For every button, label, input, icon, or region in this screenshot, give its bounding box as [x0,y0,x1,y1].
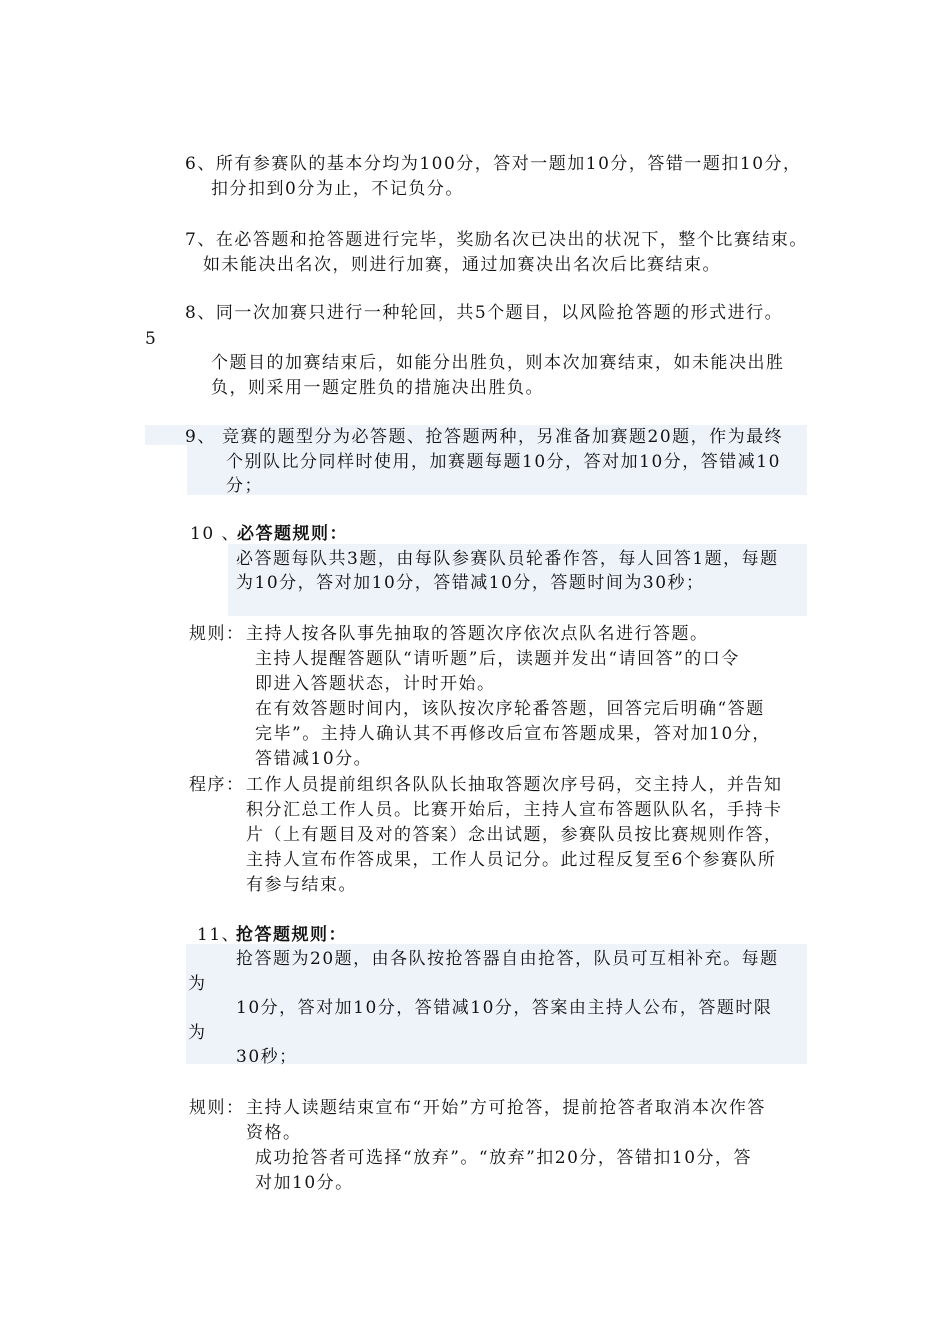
s10-rules-line-6: 答错减10分。 [255,749,373,769]
s11-desc-line-1: 抢答题为20题，由各队按抢答器自由抢答，队员可互相补充。每题 [236,949,779,969]
s10-procedure-line-2: 积分汇总工作人员。比赛开始后，主持人宣布答题队队名，手持卡 [246,800,783,820]
p6-line-1: 6、所有参赛队的基本分均为100分，答对一题加10分，答错一题扣10分， [185,154,802,174]
s10-rules-line-2: 主持人提醒答题队“请听题”后，读题并发出“请回答”的口令 [255,649,740,669]
s11-desc-wei-2: 为 [188,1023,207,1043]
p8-margin-number: 5 [145,329,158,349]
p7-line-1: 7、在必答题和抢答题进行完毕，奖励名次已决出的状况下，整个比赛结束。 [185,230,808,250]
s11-rules-line-1: 主持人读题结束宣布“开始”方可抢答，提前抢答者取消本次作答 [246,1098,766,1118]
s10-procedure-line-4: 主持人宣布作答成果，工作人员记分。此过程反复至6个参赛队所 [246,850,777,870]
s10-procedure-line-5: 有参与结束。 [246,875,357,895]
p7-line-2: 如未能决出名次，则进行加赛，通过加赛决出名次后比赛结束。 [203,255,721,275]
s11-heading: 抢答题规则： [236,925,347,945]
p8-line-2: 个题目的加赛结束后，如能分出胜负，则本次加赛结束，如未能决出胜 [211,353,785,373]
p8-line-3: 负，则采用一题定胜负的措施决出胜负。 [211,378,544,398]
p8-line-1: 8、同一次加赛只进行一种轮回，共5个题目，以风险抢答题的形式进行。 [185,303,784,323]
s10-rules-line-5: 完毕”。主持人确认其不再修改后宣布答题成果，答对加10分， [255,724,771,744]
p9-line-1: 竞赛的题型分为必答题、抢答题两种，另准备加赛题20题，作为最终 [222,427,784,447]
s11-desc-wei-1: 为 [188,974,207,994]
s11-desc-line-2: 10分，答对加10分，答错减10分，答案由主持人公布，答题时限 [236,998,773,1018]
s11-heading-number: 11、 [197,925,241,945]
s10-procedure-line-3: 片（上有题目及对的答案）念出试题，参赛队员按比赛规则作答， [246,825,783,845]
s10-rules-line-4: 在有效答题时间内，该队按次序轮番答题，回答完后明确“答题 [255,699,765,719]
p9-line-3: 分； [226,476,263,496]
s11-rules-line-4: 对加10分。 [255,1173,354,1193]
s11-desc-line-3: 30秒； [236,1047,298,1067]
s11-rules-line-2: 资格。 [246,1123,302,1143]
s11-rules-line-3: 成功抢答者可选择“放弃”。“放弃”扣20分，答错扣10分，答 [255,1148,753,1168]
s10-rules-line-1: 主持人按各队事先抽取的答题次序依次点队名进行答题。 [246,624,709,644]
s10-rules-line-3: 即进入答题状态，计时开始。 [255,674,496,694]
s11-rules-label: 规则： [189,1098,245,1118]
s10-heading: 必答题规则： [237,524,348,544]
s10-desc-line-1: 必答题每队共3题，由每队参赛队员轮番作答，每人回答1题，每题 [236,549,779,569]
s10-procedure-label: 程序： [189,775,245,795]
s10-procedure-line-1: 工作人员提前组织各队队长抽取答题次序号码，交主持人，并告知 [246,775,783,795]
s10-rules-label: 规则： [189,624,245,644]
p9-line-2: 个别队比分同样时使用，加赛题每题10分，答对加10分，答错减10 [226,452,781,472]
p6-line-2: 扣分扣到0分为止，不记负分。 [211,179,464,199]
s10-heading-number: 10 、 [190,524,241,544]
p9-number: 9、 [185,427,216,447]
s10-desc-line-2: 为10分，答对加10分，答错减10分，答题时间为30秒； [236,573,705,593]
